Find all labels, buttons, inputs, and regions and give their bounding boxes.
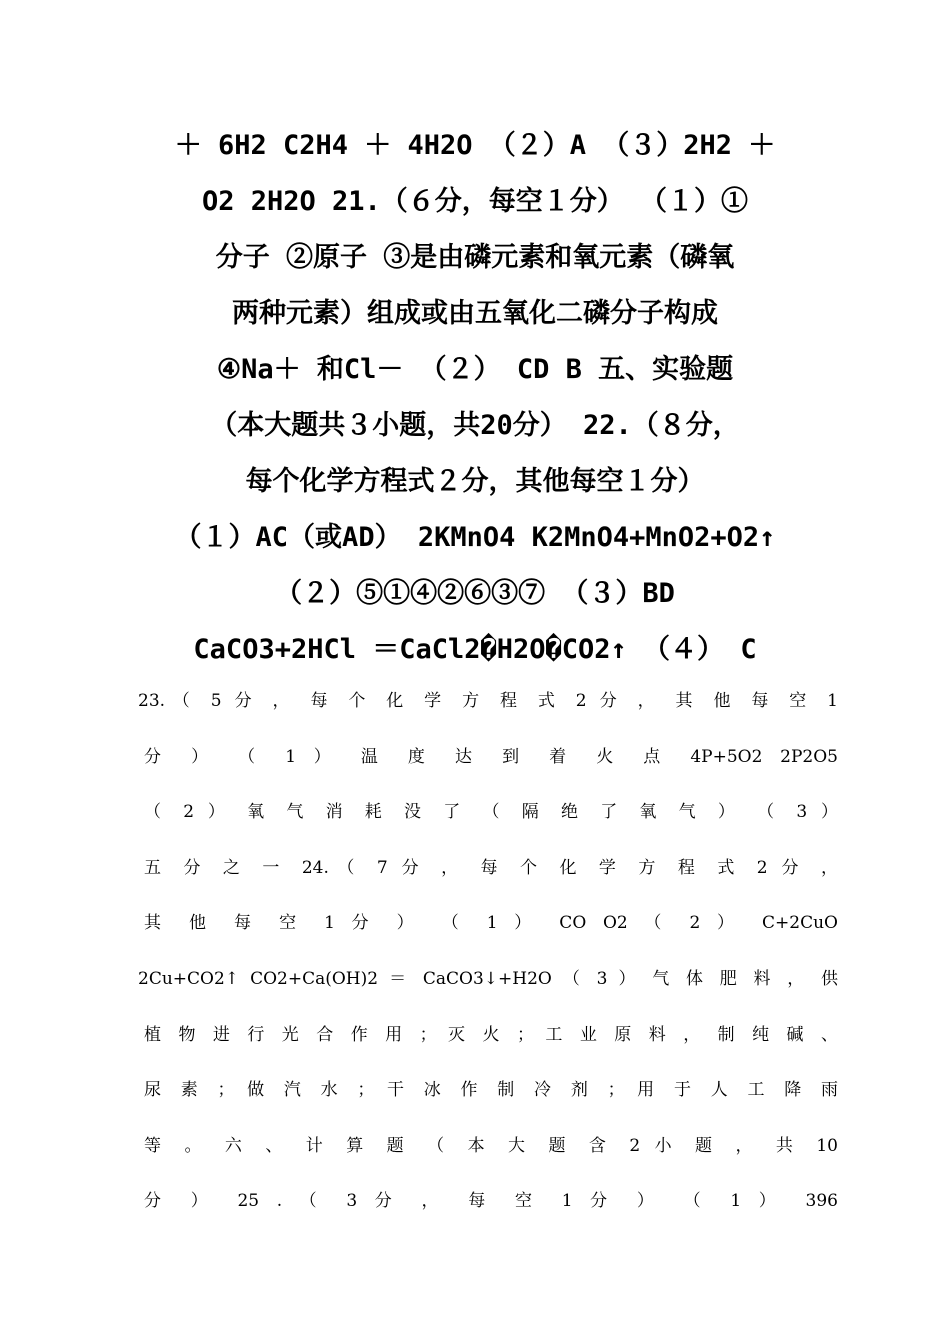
text-line: CaCO3+2HCl ＝CaCl2�H2O�CO2↑ （４） C [193, 634, 757, 665]
text-line: 每个化学方程式２分，其他每空１分） [245, 466, 705, 497]
text-line: （１）AC（或AD） 2KMnO4 K2MnO4+MnO2+O2↑ [174, 522, 776, 553]
text-line: 两种元素）组成或由五氧化二磷分子构成 [232, 298, 718, 329]
text-line: 等 。 六 、 计 算 题 （ 本 大 题 含 2 小 题 ， 共 10 [144, 1135, 838, 1156]
text-line: 分 ） （ 1 ） 温 度 达 到 着 火 点 4P+5O2 2P2O5 [144, 746, 838, 767]
text-line: 植 物 进 行 光 合 作 用 ； 灭 火 ； 工 业 原 料 ， 制 纯 碱 、 [144, 1024, 838, 1045]
text-line: （本大题共３小题，共20分） 22.（８分， [210, 410, 740, 441]
text-line: 2Cu+CO2↑ CO2+Ca(OH)2 ＝ CaCO3↓+H2O （ 3 ） 气 体 肥 料 ， 供 [138, 968, 838, 989]
answer-text-bold [120, 118, 830, 678]
text-line: ④Na＋ 和Cl－ （２） CD B 五、实验题 [216, 354, 734, 385]
text-line: ＋ 6H2 C2H4 ＋ 4H2O （２）A （３）2H2 ＋ [174, 130, 776, 161]
text-line: 尿 素 ； 做 汽 水 ； 干 冰 作 制 冷 剂 ； 用 于 人 工 降 雨 [144, 1080, 838, 1101]
text-line: 分 ） 25 . （ 3 分 ， 每 空 1 分 ） （ 1 ） 396 [144, 1191, 838, 1212]
text-line: 分子 ②原子 ③是由磷元素和氧元素（磷氧 [215, 242, 735, 273]
text-line: O2 2H2O 21.（６分，每空１分） （１）① [201, 186, 749, 217]
text-line: 五 分 之 一 24.（ 7 分 ， 每 个 化 学 方 程 式 2 分 ， [144, 857, 838, 878]
text-line: 其 他 每 空 1 分 ） （ 1 ） CO O2 （ 2 ） C+2CuO [144, 913, 838, 934]
text-line: （ 2 ） 氧 气 消 耗 没 了 （ 隔 绝 了 氧 气 ） （ 3 ） [144, 802, 838, 823]
answer-text-light [138, 674, 838, 1230]
text-line: 23.（ 5 分 ， 每 个 化 学 方 程 式 2 分 ， 其 他 每 空 1 [138, 691, 838, 711]
text-line: （２）⑤①④②⑥③⑦ （３）BD [275, 578, 675, 609]
